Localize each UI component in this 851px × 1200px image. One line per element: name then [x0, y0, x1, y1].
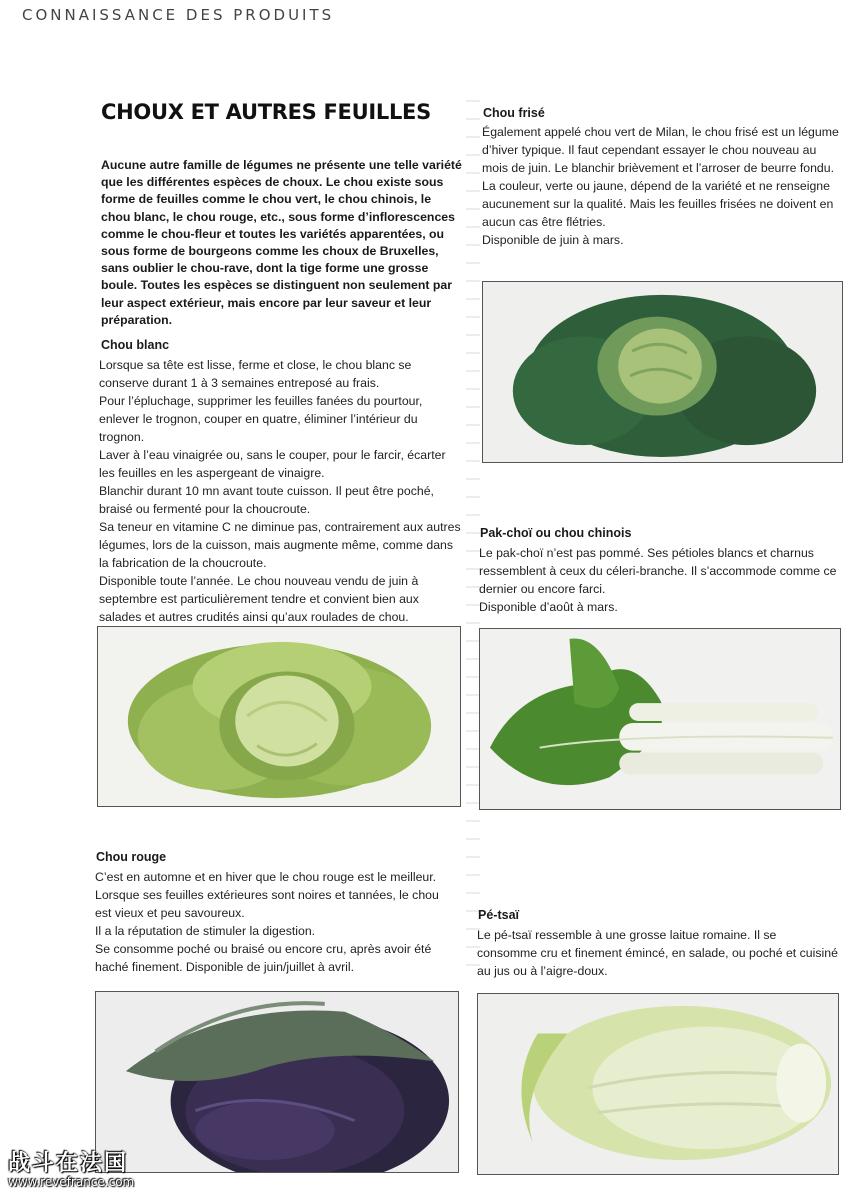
text-pe-tsai — [477, 926, 839, 980]
paragraph: Le pé-tsaï ressemble à une grosse laitue romaine. Il se consomme cru et finement émincé, en salade, ou poché et cuisiné au jus ou à l’aigre-doux. — [477, 928, 838, 978]
bleed-through-shadow — [466, 100, 480, 980]
text-chou-rouge — [95, 868, 457, 976]
watermark-text: 战斗在法国 — [8, 1151, 129, 1176]
photo-chou-blanc — [97, 626, 461, 807]
heading-pe-tsai: Pé-tsaï — [478, 908, 519, 922]
heading-chou-blanc: Chou blanc — [101, 338, 170, 352]
text-chou-blanc — [99, 356, 461, 626]
paragraph: Se consomme poché ou braisé ou encore cru, après avoir été haché finement. Disponible de juin/juillet à avril. — [95, 942, 432, 974]
paragraph: Le pak-choï n’est pas pommé. Ses pétioles blancs et charnus ressemblent à ceux du céleri-branche. Il s’accommode comme ce dernier ou encore farci. — [479, 546, 837, 596]
paragraph: Également appelé chou vert de Milan, le chou frisé est un légume d’hiver typique. Il faut cependant essayer le chou nouveau au mois de juin. Le blanchir brièvement et l’arroser de beurre fondu. La couleur, verte ou jaune, dépend de la variété et ne renseigne aucunement sur la qualité. Mais les feuilles frisées ne doivent en aucun cas être flétries. — [482, 125, 839, 229]
heading-pak-choi: Pak-choï ou chou chinois — [480, 526, 632, 540]
text-pak-choi — [479, 544, 841, 616]
running-header: CONNAISSANCE DES PRODUITS — [22, 6, 335, 24]
paragraph: Il a la réputation de stimuler la digestion. — [95, 924, 316, 938]
page-title: CHOUX ET AUTRES FEUILLES — [101, 100, 431, 124]
paragraph: Lorsque ses feuilles extérieures sont noires et tannées, le chou est vieux et peu savoureux. — [95, 888, 439, 920]
paragraph: C’est en automne et en hiver que le chou rouge est le meilleur. — [95, 870, 437, 884]
watermark-url: www.revefrance.com — [8, 1175, 135, 1189]
watermark — [8, 1146, 134, 1189]
photo-chou-frise — [482, 281, 843, 463]
paragraph: Disponible toute l’année. Le chou nouveau vendu de juin à septembre est particulièrement tendre et convient bien aux salades et autres crudités ainsi qu’aux roulades de chou. — [99, 574, 419, 624]
heading-chou-frise: Chou frisé — [483, 106, 545, 120]
text-chou-frise — [482, 123, 844, 249]
paragraph: Sa teneur en vitamine C ne diminue pas, contrairement aux autres légumes, lors de la cuisson, mais augmente même, comme dans la fabrication de la choucroute. — [99, 520, 461, 570]
heading-chou-rouge: Chou rouge — [96, 850, 167, 864]
paragraph: Disponible de juin à mars. — [482, 233, 624, 247]
photo-chou-rouge — [95, 991, 459, 1173]
intro-paragraph: Aucune autre famille de légumes ne présente une telle variété que les différentes espèces de choux. Le chou existe sous forme de feuilles comme le chou vert, le chou chinois, le chou blanc, le chou rouge, etc., sous forme d’inflorescences comme le chou-fleur et toutes les variétés apparentées, ou sous forme de bourgeons comme les choux de Bruxelles, sans oublier le chou-rave, dont la tige forme une grosse boule. Toutes les espèces se distinguent non seulement par leur aspect extérieur, mais encore par leur saveur et leur préparation. — [101, 158, 462, 327]
paragraph: Lorsque sa tête est lisse, ferme et close, le chou blanc se conserve durant 1 à 3 semaines entreposé au frais. — [99, 358, 412, 390]
photo-pe-tsai — [477, 993, 839, 1175]
paragraph: Pour l’épluchage, supprimer les feuilles fanées du pourtour, enlever le trognon, couper en quatre, éliminer l’intérieur du trognon. — [99, 394, 423, 444]
paragraph: Blanchir durant 10 mn avant toute cuisson. Il peut être poché, braisé ou fermenté pour la choucroute. — [99, 484, 434, 516]
photo-pak-choi — [479, 628, 841, 810]
paragraph: Laver à l’eau vinaigrée ou, sans le couper, pour le farcir, écarter les feuilles en les aspergeant de vinaigre. — [99, 448, 446, 480]
paragraph: Disponible d’août à mars. — [479, 600, 618, 614]
